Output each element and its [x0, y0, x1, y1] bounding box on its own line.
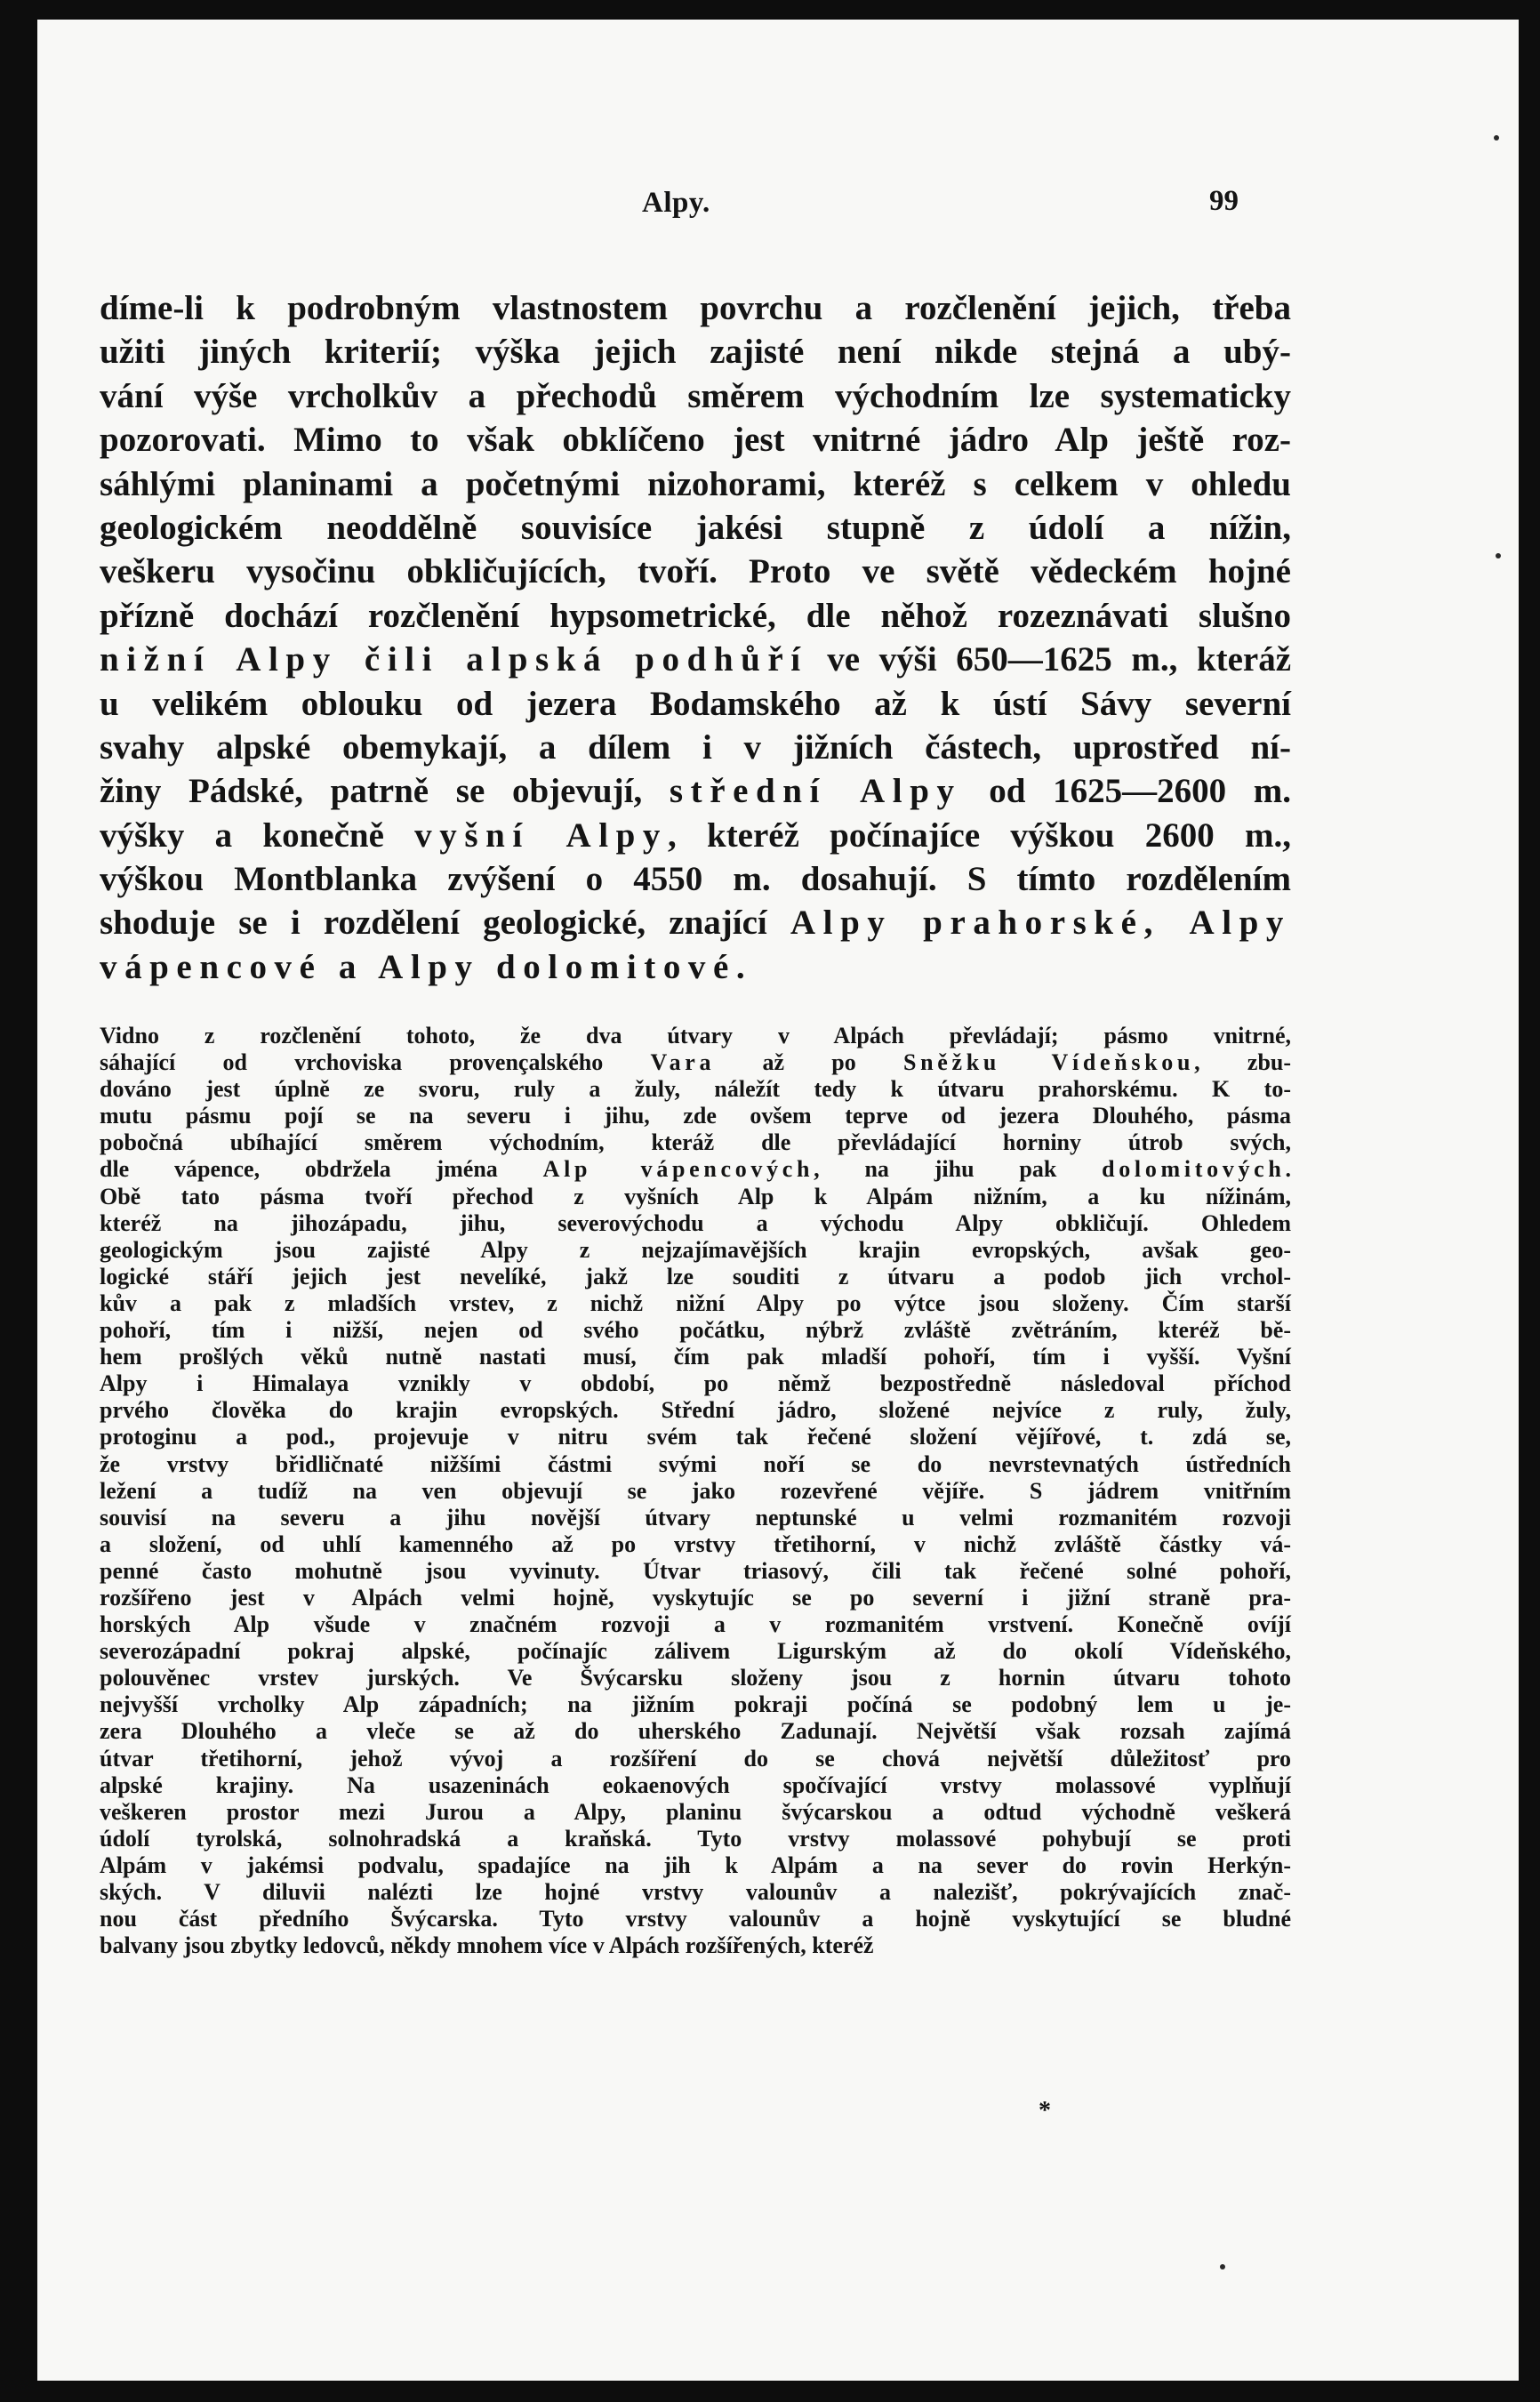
spaced-term: vyšní Alpy: [414, 815, 668, 855]
note-text-line: [100, 1746, 1291, 1772]
main-text-line: [100, 374, 1291, 418]
text-run: Obě tato pásma tvoří přechod z vyšních Alp k Alpám nižním, a ku nížinám,: [100, 1183, 1291, 1209]
note-text-line: [100, 1906, 1291, 1932]
note-text-line: [100, 1049, 1291, 1076]
spaced-term: střední Alpy: [669, 772, 962, 811]
text-run: penné často mohutně jsou vyvinuty. Útvar triasový, čili tak řečené solné pohoří,: [100, 1557, 1291, 1584]
text-run: , kteréž počínajíce výškou 2600 m.,: [667, 815, 1291, 855]
text-run: výškou Montblanka zvýšení o 4550 m. dosahují. S tímto rozdělením: [100, 860, 1291, 899]
text-run: sáhlými planinami a početnými nizohorami, kteréž s celkem v ohledu: [100, 464, 1291, 503]
note-text-line: [100, 1665, 1291, 1691]
main-text-line: [100, 638, 1291, 681]
note-text-line: [100, 1317, 1291, 1344]
note-text-line: [100, 1424, 1291, 1450]
note-text-line: [100, 1290, 1291, 1317]
note-text-line: [100, 1932, 1291, 1959]
main-text-line: [100, 901, 1291, 944]
main-text-line: [100, 418, 1291, 462]
text-run: veškeren prostor mezi Jurou a Alpy, planinu švýcarskou a odtud východně veškerá: [100, 1798, 1291, 1825]
text-run: pobočná ubíhající směrem východním, kteráž dle převládající horniny útrob svých,: [100, 1129, 1291, 1156]
note-text-line: [100, 1451, 1291, 1478]
main-text-line: [100, 857, 1291, 901]
text-run: , zbu-: [1194, 1049, 1292, 1076]
spaced-term: dolomitových: [1102, 1156, 1286, 1183]
text-run: údolí tyrolská, solnohradská a kraňská. Tyto vrstvy molassové pohybují se proti: [100, 1825, 1291, 1852]
scan-speck: [1494, 135, 1499, 141]
text-run: polouvěnec vrstev jurských. Ve Švýcarsku složeny jsou z hornin útvaru tohoto: [100, 1665, 1291, 1691]
text-run: severozápadní pokraj alpské, počínajíc zálivem Ligurským až do okolí Vídeňského,: [100, 1638, 1291, 1665]
note-text-line: [100, 1184, 1291, 1210]
note-text-line: [100, 1691, 1291, 1718]
text-run: protoginu a pod., projevuje v nitru svém tak řečené složení vějířové, t. zdá se,: [100, 1424, 1291, 1450]
main-text-line: [100, 330, 1291, 374]
text-run: kteréž na jihozápadu, jihu, severovýchodu a východu Alpy obkličují. Ohledem: [100, 1209, 1291, 1236]
text-run: zera Dlouhého a vleče se až do uherského Zadunají. Největší však rozsah zajímá: [100, 1718, 1291, 1745]
text-run: vání výše vrcholkův a přechodů směrem východním lze systematicky: [100, 376, 1291, 415]
main-text-line: [100, 506, 1291, 550]
note-text-line: [100, 1772, 1291, 1799]
signature-mark: *: [1039, 2097, 1051, 2125]
text-run: hem prošlých věků nutně nastati musí, čím pak mladší pohoří, tím i vyšší. Vyšní: [100, 1344, 1291, 1370]
text-run: že vrstvy břidličnaté nižšími částmi svými noří se do nevrstevnatých ústředních: [100, 1450, 1291, 1477]
note-text-line: [100, 1879, 1291, 1906]
main-text-line: [100, 814, 1291, 857]
running-title: Alpy.: [642, 187, 710, 219]
spaced-term: Sněžku Vídeňskou: [903, 1049, 1195, 1076]
text-run: od 1625—2600 m.: [961, 772, 1291, 811]
text-run: dováno jest úplně ze svoru, ruly a žuly, náležít tedy k útvaru prahorskému. K to-: [100, 1076, 1291, 1103]
text-run: geologickým jsou zajisté Alpy z nejzajímavějších krajin evropských, avšak geo-: [100, 1236, 1291, 1263]
main-text-line: [100, 945, 1291, 989]
note-text-line: [100, 1531, 1291, 1558]
text-run: prvého člověka do krajin evropských. Střední jádro, složené nejvíce z ruly, žuly,: [100, 1397, 1291, 1424]
spaced-term: Alp vápencových: [542, 1156, 814, 1183]
text-run: souvisí na severu a jihu novější útvary neptunské u velmi rozmanitém rozvoji: [100, 1504, 1291, 1530]
scan-speck: [1496, 553, 1501, 558]
text-run: dle vápence, obdržela jména: [100, 1156, 543, 1183]
main-text-line: [100, 462, 1291, 506]
text-run: užiti jiných kriterií; výška jejich zajisté není nikde stejná a ubý-: [100, 333, 1291, 372]
note-text-line: [100, 1264, 1291, 1290]
note-text-line: [100, 1718, 1291, 1745]
note-text-line: [100, 1103, 1291, 1129]
running-header: [37, 178, 1519, 231]
text-run: až po: [715, 1049, 904, 1076]
main-paragraph: [100, 286, 1291, 989]
note-text-line: [100, 1638, 1291, 1665]
text-run: kův a pak z mladších vrstev, z nichž nižní Alpy po výtce jsou složeny. Čím starší: [100, 1289, 1291, 1316]
text-run: Alpy i Himalaya vznikly v období, po němž bezpostředně následoval příchod: [100, 1370, 1291, 1397]
note-text-line: [100, 1799, 1291, 1826]
text-run: přízně dochází rozčlenění hypsometrické, dle něhož rozeznávati slušno: [100, 596, 1291, 635]
note-text-line: [100, 1826, 1291, 1852]
page-number: 99: [1209, 185, 1239, 217]
main-text-line: [100, 286, 1291, 330]
note-text-line: [100, 1558, 1291, 1585]
note-text-line: [100, 1397, 1291, 1424]
text-run: pozorovati. Mimo to však obklíčeno jest vnitrné jádro Alp ještě roz-: [100, 421, 1291, 460]
text-run: nou část předního Švýcarska. Tyto vrstvy valounův a hojně vyskytující se bludné: [100, 1906, 1291, 1932]
note-text-line: [100, 1023, 1291, 1049]
note-text-line: [100, 1210, 1291, 1237]
text-run: ležení a tudíž na ven objevují se jako rozevřené vějíře. S jádrem vnitřním: [100, 1477, 1291, 1504]
text-run: , na jihu pak: [814, 1156, 1103, 1183]
text-run: logické stáří jejich jest nevelíké, jakž lze souditi z útvaru a podob jich vrchol-: [100, 1263, 1291, 1289]
spaced-term: vápencové a Alpy dolomitové.: [100, 947, 753, 986]
text-run: nejvyšší vrcholky Alp západních; na jižním pokraji počíná se podobný lem u je-: [100, 1691, 1291, 1718]
main-text-line: [100, 594, 1291, 638]
note-text-line: [100, 1370, 1291, 1397]
spaced-term: nižní Alpy čili alpská podhůří: [100, 640, 808, 679]
note-text-line: [100, 1129, 1291, 1156]
note-text-line: [100, 1156, 1291, 1183]
text-run: Alpám v jakémsi podvalu, spadajíce na jih k Alpám a na sever do rovin Herkýn-: [100, 1852, 1291, 1878]
text-run: rozšířeno jest v Alpách velmi hojně, vyskytujíc se po severní i jižní straně pra-: [100, 1584, 1291, 1611]
text-run: geologickém neoddělně souvisíce jakési stupně z údolí a nížin,: [100, 508, 1291, 547]
note-text-line: [100, 1237, 1291, 1264]
spaced-term: Vara: [650, 1049, 716, 1076]
scan-speck: [1220, 2264, 1225, 2269]
text-run: ských. V diluvii nalézti lze hojné vrstvy valounův a nalezišť, pokrývajících znač-: [100, 1879, 1291, 1905]
text-run: mutu pásmu pojí se na severu i jihu, zde ovšem teprve od jezera Dlouhého, pásma: [100, 1103, 1291, 1129]
text-run: útvar třetihorní, jehož vývoj a rozšíření do se chová největší důležitosť pro: [100, 1745, 1291, 1771]
main-text-line: [100, 682, 1291, 726]
note-text-line: [100, 1344, 1291, 1370]
text-run: alpské krajiny. Na usazeninách eokaenových spočívající vrstvy molassové vyplňují: [100, 1771, 1291, 1798]
text-run: výšky a konečně: [100, 815, 415, 855]
text-run: svahy alpské obemykají, a dílem i v jižních částech, uprostřed ní-: [100, 727, 1291, 767]
text-run: balvany jsou zbytky ledovců, někdy mnohem více v Alpách rozšířených, kteréž: [100, 1932, 874, 1959]
text-run: Vidno z rozčlenění tohoto, že dva útvary v Alpách převládají; pásmo vnitrné,: [100, 1023, 1291, 1048]
note-text-line: [100, 1505, 1291, 1531]
spaced-term: Alpy prahorské, Alpy: [790, 904, 1291, 943]
note-text-line: [100, 1585, 1291, 1611]
text-run: horských Alp všude v značném rozvoji a v rozmanitém vrstvení. Konečně ovíjí: [100, 1611, 1291, 1638]
note-paragraph: [100, 1023, 1291, 1959]
note-text-line: [100, 1611, 1291, 1638]
text-run: a složení, od uhlí kamenného až po vrstvy třetihorní, v nichž zvláště částky vá-: [100, 1530, 1291, 1557]
text-run: žiny Pádské, patrně se objevují,: [100, 772, 670, 811]
main-text-line: [100, 550, 1291, 593]
text-run: veškeru vysočinu obkličujících, tvoří. Proto ve světě vědeckém hojné: [100, 552, 1291, 591]
note-text-line: [100, 1478, 1291, 1505]
text-run: pohoří, tím i nižší, nejen od svého počátku, nýbrž zvláště zvětráním, kteréž bě-: [100, 1317, 1291, 1344]
book-page: [37, 20, 1519, 2381]
text-run: shoduje se i rozdělení geologické, znající: [100, 904, 790, 943]
text-run: ve výši 650—1625 m., kteráž: [807, 640, 1292, 679]
text-run: sáhající od vrchoviska provençalského: [100, 1049, 651, 1076]
text-run: díme-li k podrobným vlastnostem povrchu a rozčlenění jejich, třeba: [100, 289, 1291, 327]
main-text-line: [100, 769, 1291, 813]
text-run: u velikém oblouku od jezera Bodamského až k ústí Sávy severní: [100, 684, 1291, 723]
note-text-line: [100, 1852, 1291, 1879]
text-run: .: [1285, 1156, 1291, 1183]
note-text-line: [100, 1076, 1291, 1103]
main-text-line: [100, 726, 1291, 769]
